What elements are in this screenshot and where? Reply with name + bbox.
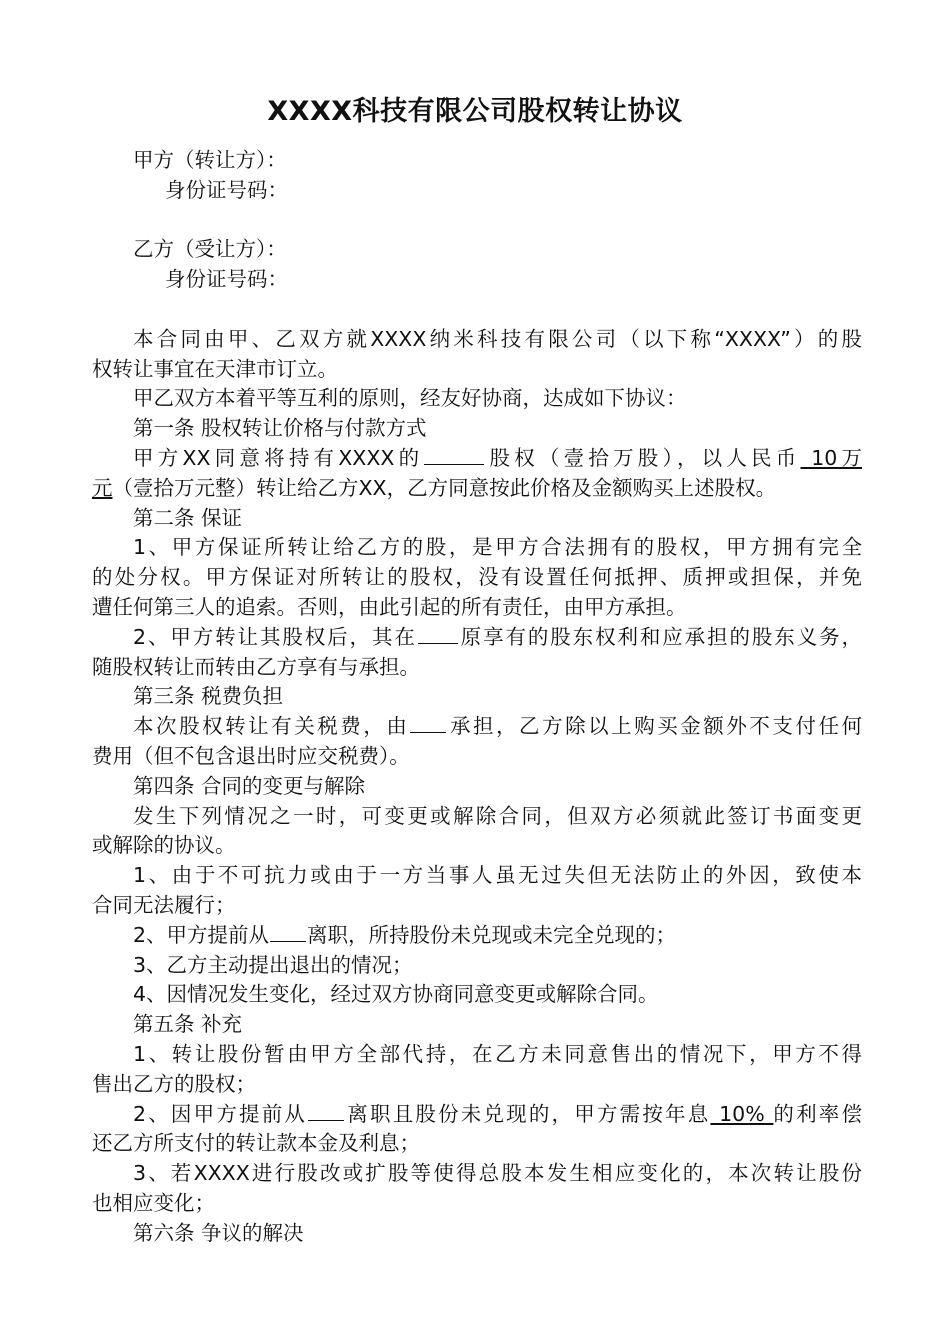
party-a-label: 甲方（转让方）：	[133, 148, 287, 172]
article-5-line: 还乙方所支付的转让款本金及利息；	[92, 1131, 420, 1156]
contract-body	[92, 146, 862, 1248]
fill-blank	[424, 444, 484, 465]
text-segment: 甲方XX同意将持有XXXX的	[133, 445, 424, 470]
article-2-line: 的处分权。甲方保证对所转让的股权，没有设置任何抵押、质押或担保，并免	[92, 565, 862, 590]
article-2-heading: 第二条 保证	[133, 505, 243, 530]
text-segment: 承担，乙方除以上购买金额外不支付任何	[447, 714, 863, 739]
intro-line: 权转让事宜在天津市订立。	[92, 356, 338, 381]
article-2-line: 遭任何第三人的追索。否则，由此引起的所有责任，由甲方承担。	[92, 594, 687, 619]
article-2-line: 随股权转让而转由乙方享有与承担。	[92, 654, 420, 679]
article-4-line: 1、由于不可抗力或由于一方当事人虽无过失但无法防止的外因，致使本	[133, 863, 862, 888]
text-segment: 原享有的股东权利和应承担的股东义务，	[458, 624, 862, 649]
text-segment: （壹拾万元整）转让给乙方XX，乙方同意按此价格及金额购买上述股权。	[112, 475, 777, 500]
spacer	[92, 295, 862, 325]
price-amount: 10万	[800, 445, 863, 470]
text-segment: 股权（壹拾万股），以人民币	[485, 445, 801, 470]
article-3-line	[92, 712, 862, 742]
article-1-line	[92, 444, 862, 474]
text-segment: 2、因甲方提前从	[133, 1101, 308, 1126]
article-4-heading: 第四条 合同的变更与解除	[133, 773, 366, 798]
article-1-heading: 第一条 股权转让价格与付款方式	[133, 416, 427, 441]
article-5-heading: 第五条 补充	[133, 1012, 243, 1037]
intro-line: 甲乙双方本着平等互利的原则，经友好协商，达成如下协议：	[133, 386, 687, 411]
article-6-heading: 第六条 争议的解决	[133, 1220, 304, 1245]
spacer	[92, 206, 862, 236]
text-segment: 2、甲方提前从	[133, 922, 270, 947]
text-segment: 2、甲方转让其股权后，其在	[133, 624, 417, 649]
article-4-line	[92, 921, 862, 951]
party-b-label: 乙方（受让方）：	[133, 237, 287, 262]
article-5-line	[92, 1100, 862, 1130]
article-3-heading: 第三条 税费负担	[133, 684, 284, 709]
fill-blank	[308, 1100, 344, 1121]
party-b-id-label: 身份证号码：	[165, 267, 288, 292]
interest-rate: 10%	[710, 1101, 774, 1126]
fill-blank	[418, 623, 458, 644]
article-4-line: 发生下列情况之一时，可变更或解除合同，但双方必须就此签订书面变更	[133, 803, 862, 828]
article-4-line: 4、因情况发生变化，经过双方协商同意变更或解除合同。	[133, 982, 659, 1007]
article-5-line: 1、转让股份暂由甲方全部代持，在乙方未同意售出的情况下，甲方不得	[133, 1041, 862, 1066]
fill-blank	[410, 712, 446, 733]
article-4-line: 合同无法履行；	[92, 892, 236, 917]
article-5-line: 售出乙方的股权；	[92, 1071, 256, 1096]
price-amount-unit: 元	[92, 475, 113, 500]
text-segment: 的利率偿	[773, 1101, 863, 1126]
document-title: XXXX科技有限公司股权转让协议	[267, 96, 683, 127]
article-5-line: 也相应变化；	[92, 1190, 215, 1215]
party-a-id-label: 身份证号码：	[165, 177, 288, 202]
article-2-line	[92, 623, 862, 653]
intro-line: 本合同由甲、乙双方就XXXX纳米科技有限公司（以下称“XXXX”）的股	[133, 326, 862, 351]
article-1-line	[92, 474, 862, 504]
article-3-line: 费用（但不包含退出时应交税费）。	[92, 743, 410, 768]
article-2-line: 1、甲方保证所转让给乙方的股，是甲方合法拥有的股权，甲方拥有完全	[133, 535, 862, 560]
article-4-line: 或解除的协议。	[92, 833, 236, 858]
article-4-line: 3、乙方主动提出退出的情况；	[133, 952, 413, 977]
text-segment: 离职，所持股份未兑现或未完全兑现的；	[307, 922, 677, 947]
text-segment: 本次股权转让有关税费，由	[133, 714, 410, 739]
fill-blank	[270, 921, 306, 942]
text-segment: 离职且股份未兑现的，甲方需按年息	[345, 1101, 711, 1126]
article-5-line: 3、若XXXX进行股改或扩股等使得总股本发生相应变化的，本次转让股份	[133, 1161, 862, 1186]
